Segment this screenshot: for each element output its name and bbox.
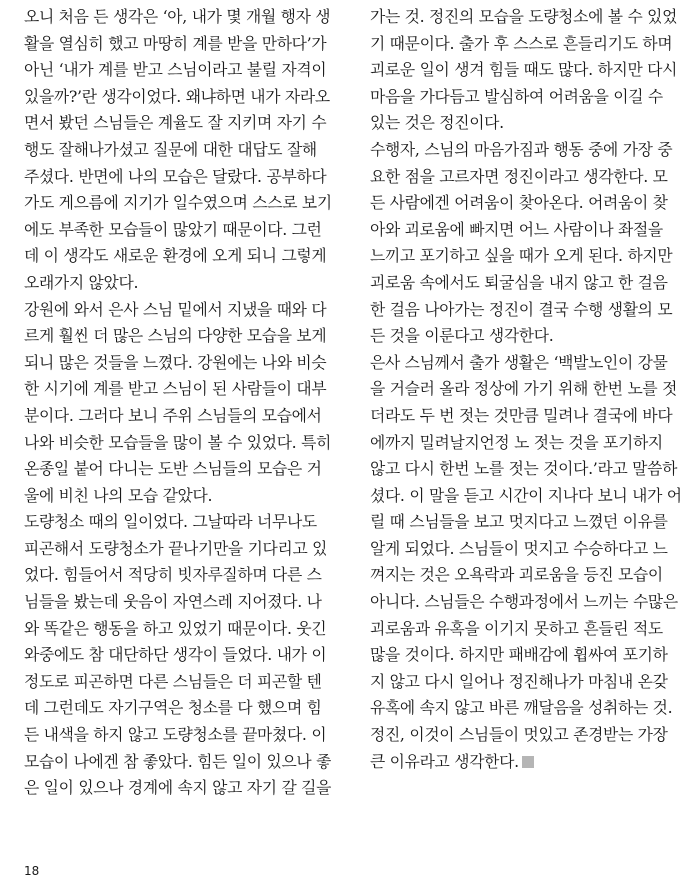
text-line: 은사 스님께서 출가 생활은 ‘백발노인이 강물: [370, 352, 668, 372]
text-line: 르게 훨씬 더 많은 스님의 다양한 모습을 보게: [24, 326, 327, 346]
text-line: 릴 때 스님들을 보고 멋지다고 느꼈던 이유를: [370, 512, 668, 532]
text-line: 도량청소 때의 일이었다. 그날따라 너무나도: [24, 512, 317, 532]
text-line: 온종일 붙어 다니는 도반 스님들의 모습은 거: [24, 459, 322, 479]
text-line: 모습이 나에겐 참 좋았다. 힘든 일이 있으나 좋: [24, 751, 332, 771]
text-line-content: 큰 이유라고 생각한다.: [370, 751, 519, 771]
text-line: 아와 괴로움에 빠지면 어느 사람이나 좌절을: [370, 219, 663, 239]
text-line: 가도 게으름에 지기가 일수였으며 스스로 보기: [24, 193, 332, 213]
text-line: 가는 것. 정진의 모습을 도량청소에 볼 수 있었: [370, 7, 678, 26]
left-column: [24, 4, 332, 802]
right-column: [370, 4, 682, 775]
text-line: 있을까?’란 생각이었다. 왜냐하면 내가 자라오: [24, 86, 330, 106]
text-line: 에도 부족한 모습들이 많았기 때문이다. 그런: [24, 219, 322, 239]
text-line: 오니 처음 든 생각은 ‘아, 내가 몇 개월 행자 생: [24, 7, 331, 26]
text-line: 분이다. 그러다 보니 주위 스님들의 모습에서: [24, 405, 322, 425]
text-line: 든 내색을 하지 않고 도량청소를 끝마쳤다. 이: [24, 725, 327, 745]
text-line: 강원에 와서 은사 스님 밑에서 지냈을 때와 다: [24, 299, 327, 319]
text-line: 을 거슬러 올라 정상에 가기 위해 한번 노를 젓: [370, 379, 678, 399]
text-line: 유혹에 속지 않고 바른 깨달음을 성취하는 것.: [370, 698, 673, 718]
text-line: 정도로 피곤하면 다른 스님들은 더 피곤할 텐: [24, 671, 322, 691]
text-line: 괴로움과 유혹을 이기지 못하고 흔들린 적도: [370, 618, 663, 638]
text-line: 행도 잘해나가셨고 질문에 대한 대답도 잘해: [24, 139, 317, 159]
text-line: 주셨다. 반면에 나의 모습은 달랐다. 공부하다: [24, 166, 327, 186]
text-line: 괴로운 일이 생겨 힘들 때도 많다. 하지만 다시: [370, 60, 678, 80]
text-line: 에까지 밀려날지언정 노 젓는 것을 포기하지: [370, 432, 663, 452]
text-line: 껴지는 것은 오욕락과 괴로움을 등진 모습이: [370, 565, 663, 585]
text-line: 면서 봤던 스님들은 계율도 잘 지키며 자기 수: [24, 113, 327, 133]
text-line: 님들을 봤는데 웃음이 자연스레 지어졌다. 나: [24, 592, 322, 612]
text-line: 괴로움 속에서도 퇴굴심을 내지 않고 한 걸음: [370, 272, 668, 292]
text-line: 있는 것은 정진이다.: [370, 113, 504, 133]
text-line: 오래가지 않았다.: [24, 272, 139, 292]
text-line: 피곤해서 도량청소가 끝나기만을 기다리고 있: [24, 538, 328, 558]
text-line: 느끼고 포기하고 싶을 때가 오게 된다. 하지만: [370, 246, 673, 266]
text-line: 든 것을 이룬다고 생각한다.: [370, 326, 554, 346]
text-line: 많을 것이다. 하지만 패배감에 휩싸여 포기하: [370, 645, 668, 665]
text-line: 요한 점을 고르자면 정진이라고 생각한다. 모: [370, 166, 668, 186]
text-line: 와중에도 참 대단하단 생각이 들었다. 내가 이: [24, 645, 327, 665]
text-line: 아닌 ‘내가 계를 받고 스님이라고 불릴 자격이: [24, 60, 327, 80]
text-line: 한 시기에 계를 받고 스님이 된 사람들이 대부: [24, 379, 327, 399]
text-line: 더라도 두 번 젓는 것만큼 밀려나 결국에 바다: [370, 405, 673, 425]
text-line: 마음을 가다듬고 발심하여 어려움을 이길 수: [370, 86, 663, 106]
text-line: 수행자, 스님의 마음가짐과 행동 중에 가장 중: [370, 139, 673, 159]
text-line: 기 때문이다. 출가 후 스스로 흔들리기도 하며: [370, 33, 673, 53]
text-line: 아니다. 스님들은 수행과정에서 느끼는 수많은: [370, 592, 678, 612]
text-line: 울에 비친 나의 모습 같았다.: [24, 485, 213, 505]
text-line: 한 걸음 나아가는 정진이 결국 수행 생활의 모: [370, 299, 673, 319]
text-line: 않고 다시 한번 노를 젓는 것이다.’라고 말씀하: [370, 459, 678, 479]
text-line: 셨다. 이 말을 듣고 시간이 지나다 보니 내가 어: [370, 485, 682, 505]
text-line: 은 일이 있으나 경계에 속지 않고 자기 갈 길을: [24, 778, 332, 798]
text-line: 알게 되었다. 스님들이 멋지고 수승하다고 느: [370, 538, 668, 558]
text-line: 든 사람에겐 어려움이 찾아온다. 어려움이 찾: [370, 193, 668, 213]
text-line: 활을 열심히 했고 마땅히 계를 받을 만하다’가: [24, 33, 327, 53]
text-line: 정진, 이것이 스님들이 멋있고 존경받는 가장: [370, 725, 668, 745]
end-of-article-mark: [522, 756, 534, 768]
text-line: 데 그런데도 자기구역은 청소를 다 했으며 힘: [24, 698, 322, 718]
text-line: 지 않고 다시 일어나 정진해나가 마침내 온갖: [370, 671, 668, 691]
last-text-line: [370, 749, 670, 776]
page-number: 18: [24, 864, 40, 878]
text-line: 되니 많은 것들을 느꼈다. 강원에는 나와 비슷: [24, 352, 327, 372]
text-line: 었다. 힘들어서 적당히 빗자루질하며 다른 스: [24, 565, 322, 585]
text-line: 데 이 생각도 새로운 환경에 오게 되니 그렇게: [24, 246, 327, 266]
text-line: 나와 비슷한 모습들을 많이 볼 수 있었다. 특히: [24, 432, 332, 452]
text-line: 와 똑같은 행동을 하고 있었기 때문이다. 웃긴: [24, 618, 327, 638]
